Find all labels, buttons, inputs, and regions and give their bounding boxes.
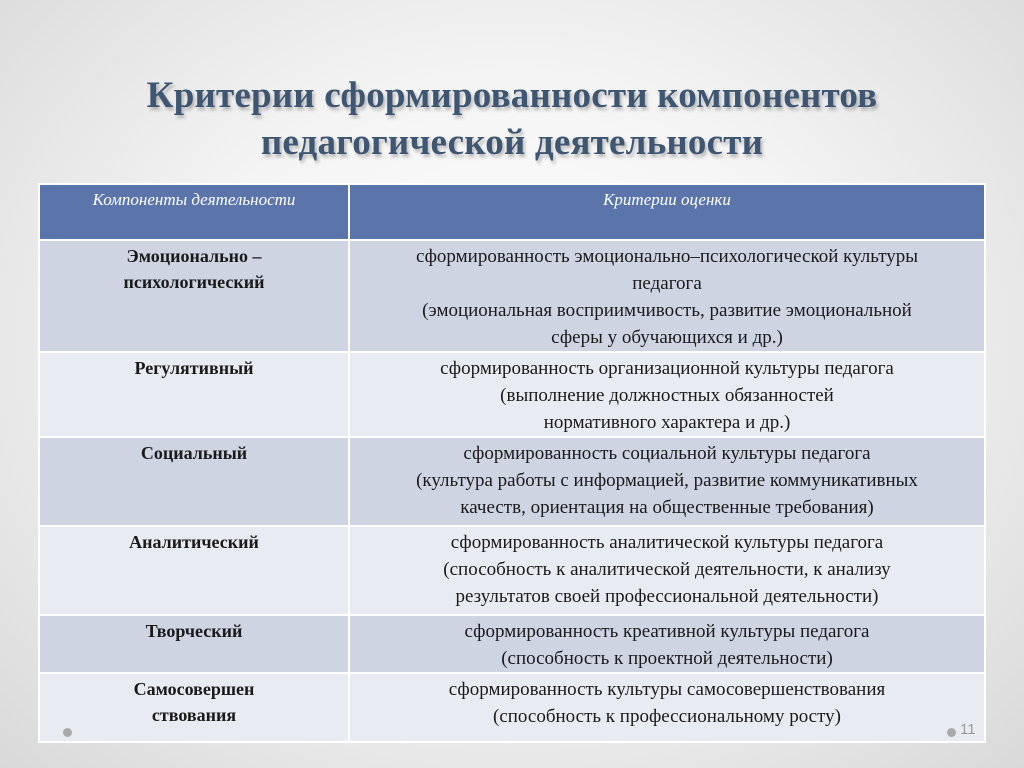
header-criteria (349, 184, 985, 240)
table-row (39, 437, 985, 526)
criteria-cell (349, 240, 985, 352)
component-cell (39, 673, 349, 742)
table-row (39, 673, 985, 742)
slide-title-line-2: педагогической деятельности (260, 122, 764, 163)
page-number: 11 (960, 721, 976, 738)
table-row (39, 615, 985, 673)
header-components (39, 184, 349, 240)
slide-title (0, 72, 1024, 166)
criteria-line: (способность к профессиональному росту) (493, 706, 841, 727)
criteria-line: сформированность культуры самосовершенствования (448, 679, 886, 700)
criteria-cell (349, 437, 985, 526)
header-criteria-label: Критерии оценки (603, 190, 731, 209)
table-row (39, 352, 985, 437)
criteria-cell (349, 673, 985, 742)
right-decorative-dot (947, 728, 956, 737)
criteria-line: сферы у обучающихся и др.) (551, 327, 783, 348)
criteria-line: сформированность креативной культуры педагога (464, 621, 870, 642)
criteria-cell (349, 526, 985, 615)
component-cell (39, 352, 349, 437)
component-line: Аналитический (129, 532, 259, 552)
criteria-line: (культура работы с информацией, развитие коммуникативных (416, 470, 918, 491)
component-line: Эмоционально – (126, 246, 262, 266)
table-row (39, 240, 985, 352)
criteria-line: качеств, ориентация на общественные требования) (460, 497, 874, 518)
component-line: ствования (151, 705, 237, 725)
criteria-line: сформированность социальной культуры педагога (463, 443, 871, 464)
criteria-line: нормативного характера и др.) (543, 412, 791, 433)
criteria-line: сформированность аналитической культуры педагога (450, 532, 884, 553)
component-cell (39, 526, 349, 615)
component-line: Самосовершен (133, 679, 255, 699)
slide-title-line-1: Критерии сформированности компонентов (146, 75, 878, 116)
criteria-line: (эмоциональная восприимчивость, развитие эмоциональной (422, 300, 912, 321)
component-cell (39, 615, 349, 673)
criteria-line: результатов своей профессиональной деятельности) (455, 586, 879, 607)
criteria-line: сформированность эмоционально–психологической культуры (415, 246, 919, 267)
table-row (39, 526, 985, 615)
table-body (39, 240, 985, 742)
component-cell (39, 437, 349, 526)
left-decorative-dot (63, 728, 72, 737)
criteria-line: (способность к аналитической деятельности, к анализу (443, 559, 891, 580)
header-components-line-2: деятельности (191, 190, 296, 209)
criteria-line: (выполнение должностных обязанностей (500, 385, 834, 406)
component-line: психологический (123, 272, 265, 292)
header-components-line-1: Компоненты (92, 190, 188, 209)
criteria-table (38, 183, 986, 743)
criteria-cell (349, 615, 985, 673)
criteria-line: сформированность организационной культуры педагога (440, 358, 894, 379)
criteria-line: (способность к проектной деятельности) (501, 648, 833, 669)
table-header-row (39, 184, 985, 240)
component-cell (39, 240, 349, 352)
criteria-line: педагога (632, 273, 702, 294)
criteria-table-container (38, 183, 984, 743)
criteria-cell (349, 352, 985, 437)
component-line: Регулятивный (134, 358, 254, 378)
component-line: Творческий (145, 621, 243, 641)
component-line: Социальный (140, 443, 248, 463)
